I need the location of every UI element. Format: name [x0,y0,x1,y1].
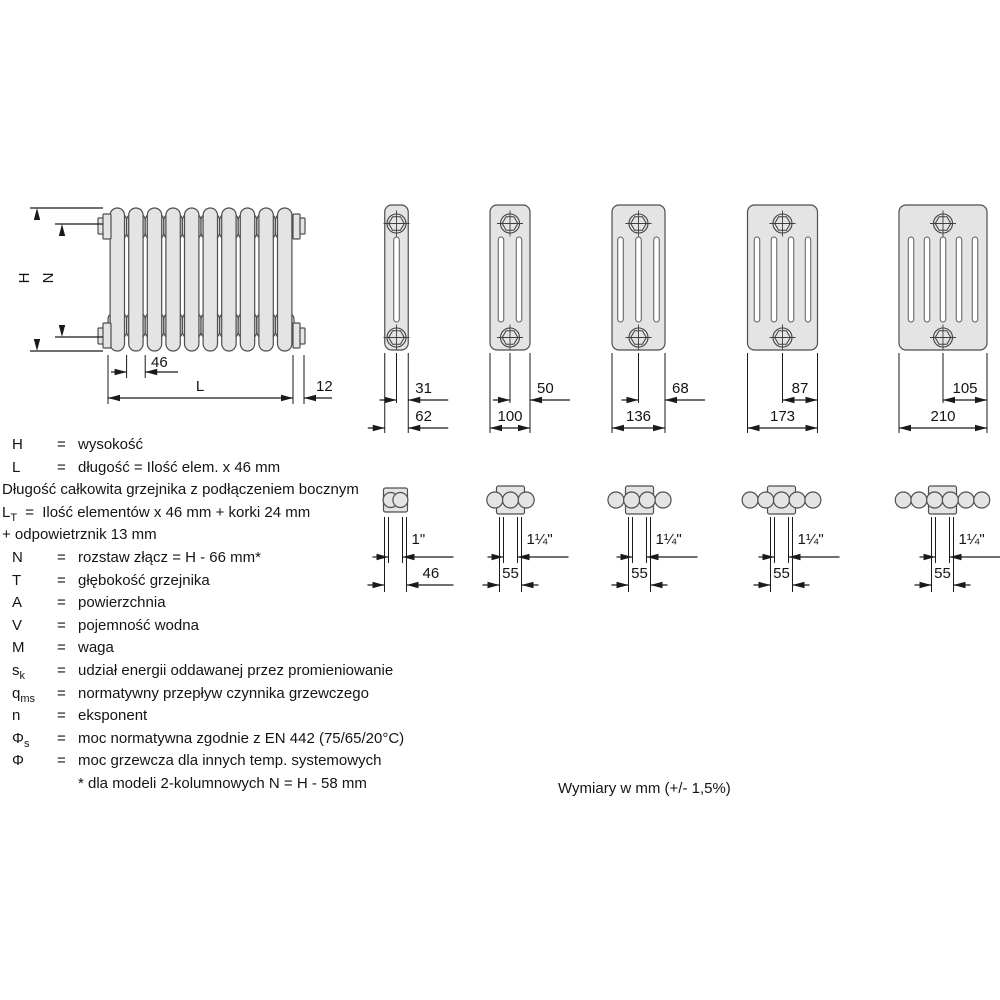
element-front-tube [240,208,254,351]
legend-desc: powierzchnia [78,594,166,612]
legend-row-qms: $q_{ms}$ = normatywny przepływ czynnika grzewczego [12,684,369,705]
element-front-tube [222,208,236,351]
column-tube-circle [927,492,943,508]
pitch-label: 55 [773,565,790,582]
full-depth-label: 136 [625,408,652,425]
equals-sign: = [57,571,66,589]
pitch-label: 55 [631,565,648,582]
legend-row-N [2,547,602,570]
top-view-6col [895,486,1000,592]
left-flange-bottom [103,323,111,348]
element-front-tube [278,208,292,351]
column-tube-circle [608,492,624,508]
legend-symbol: n [12,707,21,725]
legend-desc: moc grzewcza dla innych temp. systemowych [78,752,382,770]
legend-row-n [2,705,602,728]
legend-row-LT: $L_T$ = Ilość elementów x 46 mm + korki 24 mm [2,503,311,524]
legend-row-H [2,434,602,457]
left-flange-top [103,214,111,239]
cross-section-2col [368,205,449,433]
legend-desc: głębokość grzejnika [78,571,210,589]
equals-sign: = [57,707,66,725]
column-tube-circle [805,492,821,508]
dim-arrow [653,425,665,431]
legend-desc: długość = Ilość elem. x 46 mm [78,458,281,476]
dim-arrow [281,395,293,401]
dim-arrow [924,554,936,560]
dim-arrow [612,425,624,431]
equals-sign: = [57,752,66,770]
element-width-label: 46 [151,354,168,371]
dim-arrow [759,582,771,588]
column-tube-circle [911,492,927,508]
top-view-5col [742,486,839,592]
dim-arrow [34,208,40,220]
element-front-tube [259,208,273,351]
thread-size-label: 1¼" [958,531,985,548]
dim-arrow [806,425,818,431]
legend-symbol: Φ [12,729,24,747]
front-view [16,208,333,404]
legend-symbol: V [12,616,23,634]
air-slot [940,237,946,322]
legend-row-A [2,592,602,615]
equals-sign: = [57,594,66,612]
legend-row-V [2,615,602,638]
equals-sign: = [57,661,66,679]
half-depth-label: 105 [952,380,978,397]
right-plug-bottom [300,328,305,344]
legend-desc: normatywny przepływ czynnika grzewczego [78,684,369,702]
legend-row-L [2,457,602,480]
thread-size-label: 1¼" [526,531,553,548]
legend-symbol: N [12,548,23,566]
air-slot [908,237,914,322]
legend-row-vent-note [2,524,602,547]
legend-symbol: H [12,436,23,453]
legend-desc: + odpowietrznik 13 mm [2,526,157,544]
equals-sign: = [25,503,35,521]
legend-symbol: L [2,503,11,521]
dim-arrow [490,425,502,431]
cross-section-3col [490,205,570,433]
air-slot [516,237,522,322]
end-extra-label: 12 [316,378,333,395]
equals-sign: = [57,458,66,476]
half-depth-label: 87 [791,380,809,397]
column-tube-circle [958,492,974,508]
dim-arrow [59,325,65,337]
element-front-tube [147,208,161,351]
column-tube-circle [895,492,911,508]
half-depth-label: 31 [415,380,432,397]
legend-symbol: L [12,458,21,476]
column-tube-circle [789,492,805,508]
pitch-label: 46 [422,565,440,582]
height-label: H [16,272,33,284]
dim-arrow [943,397,955,403]
dim-arrow [34,339,40,351]
legend-symbol: Φ [12,752,24,770]
legend-desc: wysokość [78,436,144,453]
equals-sign: = [57,639,66,657]
column-tube-circle [742,492,758,508]
element-front-tube [203,208,217,351]
equals-sign: = [57,436,66,453]
legend-row-phi [2,750,602,773]
dim-arrow [59,224,65,236]
thread-size-label: 1" [411,531,426,548]
air-slot [636,237,642,322]
equals-sign: = [57,616,66,634]
full-depth-label: 173 [769,408,796,425]
legend-desc: moc normatywna zgodnie z EN 442 (75/65/20°C) [78,729,405,747]
dim-arrow [783,397,795,403]
half-depth-label: 68 [672,380,689,397]
column-tube-circle [639,492,655,508]
dim-arrow [115,369,127,375]
legend-desc: Długość całkowita grzejnika z podłączeniem bocznym [2,481,359,499]
legend-desc: pojemność wodna [78,616,199,634]
column-tube-circle [942,492,958,508]
cross-section-4col [612,205,705,433]
equals-sign: = [57,548,66,566]
element-front-tube [129,208,143,351]
legend-row-M [2,637,602,660]
air-slot [754,237,760,322]
legend-row-sk: $s_k$ = udział energii oddawanej przez promieniowanie [12,661,394,682]
spacing-label: N [40,272,57,284]
legend-desc: Ilość elementów x 46 mm + korki 24 mm [42,503,311,521]
length-label: L [195,378,205,395]
legend-row-phi-s: $\Phi_s$ = moc normatywna zgodnie z EN 442 (75/65/20°C) [12,729,405,750]
thread-size-label: 1¼" [655,531,682,548]
air-slot [972,237,978,322]
full-depth-label: 210 [930,408,956,425]
dimensions-note: Wymiary w mm (+/- 1,5%) [558,780,731,797]
right-flange-bottom [293,323,300,348]
legend-symbol: s [12,661,20,679]
dim-arrow [975,425,987,431]
air-slot [654,237,660,322]
pitch-label: 55 [502,565,519,582]
pitch-label: 55 [934,565,951,582]
air-slot [788,237,794,322]
dim-arrow [108,395,120,401]
legend-symbol: q [12,684,21,702]
dim-arrow [498,397,510,403]
equals-sign: = [57,729,66,747]
dim-arrow [373,425,385,431]
element-front-tube [166,208,180,351]
dim-arrow [385,397,397,403]
dim-arrow [975,397,987,403]
air-slot [618,237,624,322]
dim-arrow [621,554,633,560]
air-slot [924,237,930,322]
air-slot [394,237,400,322]
legend-desc: waga [78,639,114,657]
equals-sign: = [57,684,66,702]
legend-symbol: T [12,571,22,589]
thread-size-label: 1¼" [797,531,824,548]
top-view-4col [608,486,698,592]
legend [2,434,602,796]
dim-arrow [806,397,818,403]
column-tube-circle [758,492,774,508]
column-tube-circle [974,492,990,508]
dim-arrow [617,582,629,588]
right-flange-top [293,214,300,239]
dim-arrow [763,554,775,560]
legend-desc: rozstaw złącz = H - 66 mm* [78,548,261,566]
legend-desc: udział energii oddawanej przez promieniowanie [78,661,394,679]
dim-arrow [627,397,639,403]
half-depth-label: 50 [537,380,554,397]
legend-symbol: A [12,594,23,612]
column-tube-circle [655,492,671,508]
element-front-tube [110,208,124,351]
legend-desc: * dla modeli 2-kolumnowych N = H - 58 mm [78,774,367,792]
element-front-tube [185,208,199,351]
air-slot [498,237,504,322]
dim-arrow [518,425,530,431]
column-tube-circle [774,492,790,508]
legend-symbol: M [12,639,25,657]
legend-row-T [2,570,602,593]
dim-arrow [748,425,760,431]
air-slot [956,237,962,322]
legend-desc: eksponent [78,707,148,725]
dim-arrow [920,582,932,588]
dim-arrow [899,425,911,431]
legend-row-footnote [2,773,602,796]
cross-section-5col [748,205,818,433]
cross-section-6col [899,205,987,433]
full-depth-label: 62 [415,408,432,425]
air-slot [771,237,777,322]
full-depth-label: 100 [497,408,523,425]
air-slot [805,237,811,322]
legend-row-total-length-note [2,479,602,502]
column-tube-circle [624,492,640,508]
right-plug-top [300,218,305,234]
